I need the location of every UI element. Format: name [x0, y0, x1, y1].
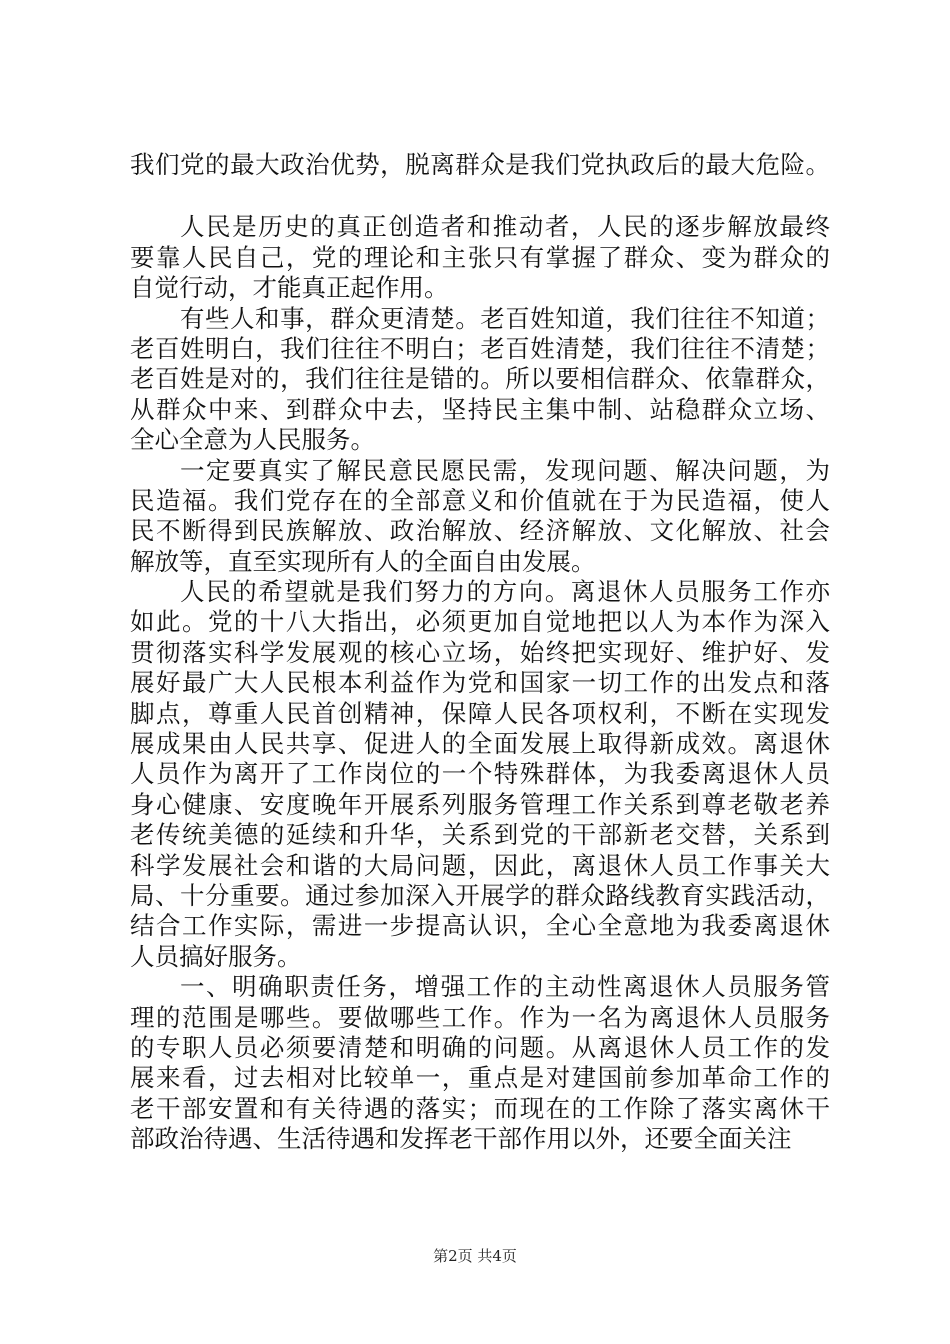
- paragraph-line: 展成果由人民共享、促进人的全面发展上取得新成效。离退休: [130, 729, 830, 759]
- paragraph: [130, 577, 830, 972]
- paragraph-line: 展好最广大人民根本利益作为党和国家一切工作的出发点和落: [130, 668, 830, 698]
- paragraph-line: 一定要真实了解民意民愿民需，发现问题、解决问题，为: [180, 455, 830, 485]
- paragraph-line: 民造福。我们党存在的全部意义和价值就在于为民造福，使人: [130, 485, 830, 515]
- paragraph-line: 民不断得到民族解放、政治解放、经济解放、文化解放、社会: [130, 516, 830, 546]
- paragraph: [130, 304, 830, 456]
- paragraph-line: 自觉行动，才能真正起作用。: [130, 273, 449, 303]
- paragraph-line: 老传统美德的延续和升华，关系到党的干部新老交替，关系到: [130, 820, 830, 850]
- paragraph-line: 的专职人员必须要清楚和明确的问题。从离退休人员工作的发: [130, 1032, 830, 1062]
- paragraph-line: 要靠人民自己，党的理论和主张只有掌握了群众、变为群众的: [130, 242, 830, 272]
- paragraph-line: 理的范围是哪些。要做哪些工作。作为一名为离退休人员服务: [130, 1002, 830, 1032]
- paragraph-line: 展来看，过去相对比较单一，重点是对建国前参加革命工作的: [130, 1063, 830, 1093]
- paragraph: [130, 456, 830, 578]
- paragraph-line: 人员搞好服务。: [130, 941, 302, 971]
- paragraph-line: 科学发展社会和谐的大局问题，因此，离退休人员工作事关大: [130, 850, 830, 880]
- paragraph-line: 解放等，直至实现所有人的全面自由发展。: [130, 546, 596, 576]
- paragraph-line: 身心健康、安度晚年开展系列服务管理工作关系到尊老敬老养: [130, 789, 830, 819]
- paragraph-line: 人民是历史的真正创造者和推动者，人民的逐步解放最终: [180, 212, 830, 242]
- paragraph-line: 有些人和事，群众更清楚。老百姓知道，我们往往不知道；: [180, 303, 830, 333]
- page-footer: 第2页 共4页: [433, 1247, 517, 1265]
- document-page: [130, 150, 830, 1155]
- paragraph-line: 全心全意为人民服务。: [130, 425, 375, 455]
- paragraph-line: 老百姓是对的，我们往往是错的。所以要相信群众、依靠群众，: [130, 364, 830, 394]
- paragraph-line: 人员作为离开了工作岗位的一个特殊群体，为我委离退休人员: [130, 759, 830, 789]
- paragraph-line: 结合工作实际，需进一步提高认识，全心全意地为我委离退休: [130, 911, 830, 941]
- paragraph-line: 部政治待遇、生活待遇和发挥老干部作用以外，还要全面关注: [130, 1124, 792, 1154]
- paragraph-line: 局、十分重要。通过参加深入开展学的群众路线教育实践活动，: [130, 880, 830, 910]
- paragraph-line: 如此。党的十八大指出，必须更加自觉地把以人为本作为深入: [130, 607, 830, 637]
- paragraph: [130, 212, 830, 303]
- paragraph: [130, 972, 830, 1154]
- paragraph-line: 从群众中来、到群众中去，坚持民主集中制、站稳群众立场、: [130, 394, 830, 424]
- paragraph-line: 人民的希望就是我们努力的方向。离退休人员服务工作亦: [180, 577, 830, 607]
- paragraph-line: 老百姓明白，我们往往不明白；老百姓清楚，我们往往不清楚；: [130, 333, 830, 363]
- paragraph-line: 贯彻落实科学发展观的核心立场，始终把实现好、维护好、发: [130, 637, 830, 667]
- paragraph-line: 一、明确职责任务，增强工作的主动性离退休人员服务管: [180, 972, 830, 1002]
- opening-line: 我们党的最大政治优势，脱离群众是我们党执政后的最大危险。: [130, 150, 830, 179]
- document-body: [130, 212, 830, 1154]
- paragraph-gap: [130, 180, 830, 212]
- paragraph-line: 脚点，尊重人民首创精神，保障人民各项权利，不断在实现发: [130, 698, 830, 728]
- paragraph-line: 老干部安置和有关待遇的落实；而现在的工作除了落实离休干: [130, 1093, 830, 1123]
